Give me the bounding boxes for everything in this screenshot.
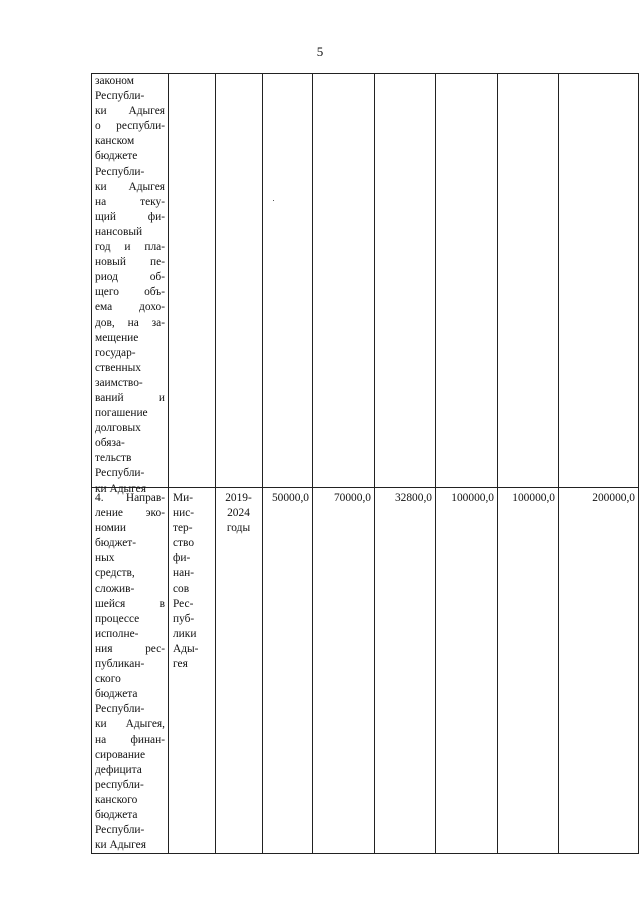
cell-text-line: нан-: [173, 567, 195, 580]
scan-speck: [273, 200, 274, 201]
cell-text-line: тер-: [173, 522, 193, 535]
row2-period-cell: [216, 491, 262, 536]
cell-text-line: нис-: [173, 507, 195, 520]
cell-text-line: 4. Направ-: [95, 492, 165, 504]
column-divider: [168, 73, 169, 854]
row2-value-4: 100000,0: [451, 492, 494, 504]
cell-text-line: республи-: [95, 778, 144, 791]
cell-text-line: ваний и: [95, 391, 165, 404]
column-divider: [215, 73, 216, 854]
cell-text-line: исполне-: [95, 627, 139, 640]
row1-description-cell: [91, 74, 168, 497]
column-divider: [435, 73, 436, 854]
row-divider: [91, 487, 639, 488]
cell-text-line: Ми-: [173, 492, 194, 504]
cell-text-line: нансовый: [95, 225, 143, 238]
column-divider: [374, 73, 375, 854]
cell-text-line: гея: [173, 658, 188, 671]
cell-text-line: Республи-: [95, 90, 145, 103]
row2-value-6: 200000,0: [592, 492, 635, 504]
cell-text-line: пуб-: [173, 612, 195, 625]
cell-text-line: долговых: [95, 422, 141, 435]
cell-text-line: бюджет-: [95, 537, 137, 550]
cell-text-line: Республи-: [95, 703, 145, 716]
cell-text-line: сложив-: [95, 582, 135, 595]
cell-text-line: ема дохо-: [95, 301, 165, 314]
cell-text-line: мещение: [95, 331, 139, 344]
cell-text-line: канском: [95, 135, 135, 148]
cell-text-line: погашение: [95, 407, 148, 420]
table-border-right: [638, 73, 639, 854]
cell-text-line: бюджете: [95, 150, 138, 163]
cell-text-line: на теку-: [95, 195, 165, 208]
cell-text-line: на финан-: [95, 733, 165, 746]
cell-text-line: Республи-: [95, 467, 145, 480]
column-divider: [312, 73, 313, 854]
cell-text-line: заимство-: [95, 376, 143, 389]
cell-text-line: Ады-: [173, 642, 199, 655]
cell-text-line: бюджета: [95, 808, 138, 821]
page-number: 5: [316, 44, 324, 59]
cell-text-line: 2019-: [225, 492, 252, 504]
row2-value-3: 32800,0: [394, 492, 432, 504]
cell-text-line: ки Адыгея: [95, 180, 165, 193]
cell-text-line: ки Адыгея: [95, 105, 165, 118]
cell-text-line: щего объ-: [95, 286, 165, 299]
cell-text-line: щий фи-: [95, 210, 165, 223]
row2-value-1: 50000,0: [271, 492, 309, 504]
cell-text-line: о республи-: [95, 120, 165, 133]
cell-text-line: тельств: [95, 452, 132, 465]
cell-text-line: Республи-: [95, 824, 145, 837]
cell-text-line: год и пла-: [95, 241, 165, 254]
cell-text-line: шейся в: [95, 597, 165, 610]
cell-text-line: обяза-: [95, 437, 125, 450]
row2-description-cell: [91, 491, 168, 853]
cell-text-line: ки Адыгея,: [95, 718, 165, 731]
column-divider: [558, 73, 559, 854]
cell-text-line: номии: [95, 522, 126, 535]
row2-responsible-cell: [169, 491, 215, 672]
budget-table: [91, 73, 639, 854]
cell-text-line: законом: [95, 75, 134, 87]
cell-text-line: ственных: [95, 361, 141, 374]
cell-text-line: ки Адыгея: [95, 839, 146, 852]
row2-value-2: 70000,0: [333, 492, 371, 504]
cell-text-line: публикан-: [95, 658, 145, 671]
cell-text-line: ление эко-: [95, 507, 165, 520]
cell-text-line: новый пе-: [95, 256, 165, 269]
cell-text-line: лики: [173, 627, 197, 640]
cell-text-line: сов: [173, 582, 190, 595]
cell-text-line: бюджета: [95, 688, 138, 701]
row2-value-5: 100000,0: [512, 492, 555, 504]
cell-text-line: годы: [226, 522, 251, 535]
cell-text-line: канского: [95, 793, 138, 806]
cell-text-line: фи-: [173, 552, 191, 565]
cell-text-line: ство: [173, 537, 195, 550]
cell-text-line: ского: [95, 673, 121, 686]
cell-text-line: дефицита: [95, 763, 142, 776]
cell-text-line: Рес-: [173, 597, 194, 610]
column-divider: [497, 73, 498, 854]
cell-text-line: дов, на за-: [95, 316, 165, 329]
cell-text-line: риод об-: [95, 271, 165, 284]
cell-text-line: Республи-: [95, 165, 145, 178]
cell-text-line: ки Адыгея: [95, 482, 146, 495]
cell-text-line: процессе: [95, 612, 140, 625]
cell-text-line: 2024: [227, 507, 250, 520]
column-divider: [262, 73, 263, 854]
cell-text-line: сирование: [95, 748, 146, 761]
table-border-top: [91, 73, 639, 74]
table-border-bottom: [91, 853, 639, 854]
cell-text-line: ных: [95, 552, 115, 565]
cell-text-line: государ-: [95, 346, 136, 359]
cell-text-line: средств,: [95, 567, 135, 580]
cell-text-line: ния рес-: [95, 642, 165, 655]
